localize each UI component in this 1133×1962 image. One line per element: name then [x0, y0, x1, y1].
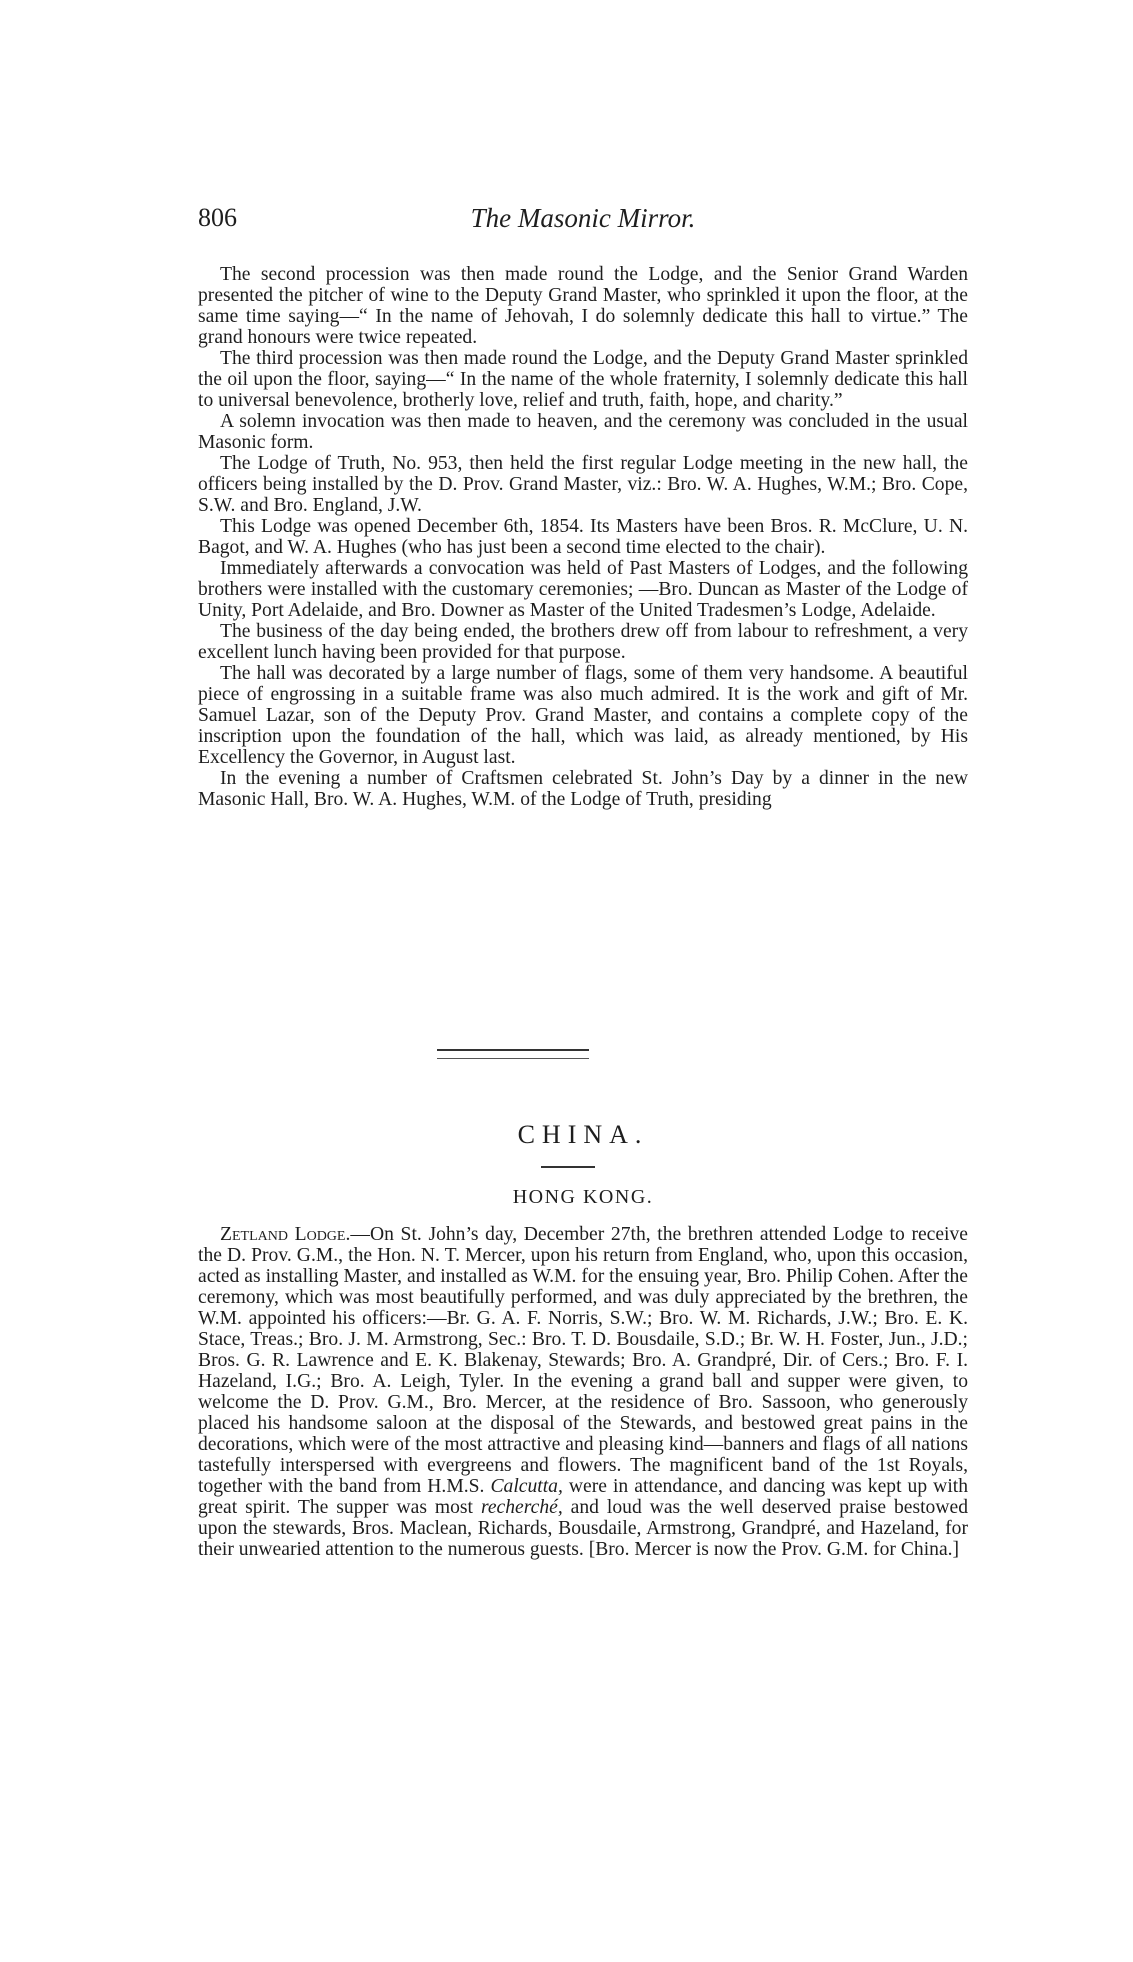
section-subtitle: HONG KONG.	[512, 1186, 654, 1208]
paragraph: The second procession was then made round the Lodge, and the Senior Grand Warden presented the pitcher of wine to the Deputy Grand Master, who sprinkled it upon the floor, at the same time saying—“ In the name of Jehovah, I do solemnly dedicate this hall to virtue.” The grand honours were twice repeated.	[198, 264, 968, 348]
text-segment: and loud was the well deserved praise bestowed upon the stewards, Bros. Maclean, Richards, Bousdaile, Armstrong, Grandpré, and Hazeland, for their unwearied attention to the numerous guests. [Bro. Mercer is now the Prov. G.M. for China.]	[198, 1497, 968, 1560]
lodge-name: Zetland Lodge.	[220, 1224, 351, 1245]
paragraph: The business of the day being ended, the brothers drew off from labour to refreshment, a very excellent lunch having been provided for that purpose.	[198, 621, 968, 663]
paragraph: Immediately afterwards a convocation was held of Past Masters of Lodges, and the following brothers were installed with the customary ceremonies; —Bro. Duncan as Master of the Lodge of Unity, Port Adelaide, and Bro. Downer as Master of the United Tradesmen’s Lodge, Adelaide.	[198, 558, 968, 621]
page-number: 806	[198, 203, 237, 232]
section-divider	[437, 1049, 589, 1059]
title-underline	[541, 1166, 595, 1168]
paragraph	[198, 1224, 968, 1560]
text-segment: —On St. John’s day, December 27th, the brethren attended Lodge to receive the D. Prov. G.M., the Hon. N. T. Mercer, upon his return from England, who, upon this occasion, acted as installing Master, and installed as W.M. for the ensuing year, Bro. Philip Cohen. After the ceremony, which was most beautifully performed, and was duly appreciated by the brethren, the W.M. appointed his officers:—Br. G. A. F. Norris, S.W.; Bro. W. M. Richards, J.W.; Bro. E. K. Stace, Treas.; Bro. J. M. Armstrong, Sec.: Bro. T. D. Bousdaile, S.D.; Br. W. H. Foster, Jun., J.D.; Bros. G. R. Lawrence and E. K. Blakenay, Stewards; Bro. A. Grandpré, Dir. of Cers.; Bro. F. I. Hazeland, I.G.; Bro. A. Leigh, Tyler. In the evening a grand ball and supper were given, to welcome the D. Prov. G.M., Bro. Mercer, at the residence of Bro. Sassoon, who generously placed his handsome saloon at the disposal of the Stewards, and bestowed great pains in the decorations, which were of the most attractive and pleasing kind—banners and flags of all nations tastefully interspersed with evergreens and flowers. The magnificent band of the 1st Royals, together with the band from H.M.S.	[198, 1224, 968, 1497]
paragraph: The third procession was then made round the Lodge, and the Deputy Grand Master sprinkled the oil upon the floor, saying—“ In the name of the whole fraternity, I solemnly dedicate this hall to universal benevolence, brotherly love, relief and truth, faith, hope, and charity.”	[198, 348, 968, 411]
section-title: CHINA.	[517, 1120, 649, 1149]
paragraph: In the evening a number of Craftsmen celebrated St. John’s Day by a dinner in the new Masonic Hall, Bro. W. A. Hughes, W.M. of the Lodge of Truth, presiding	[198, 768, 968, 810]
paragraph: The Lodge of Truth, No. 953, then held the first regular Lodge meeting in the new hall, the officers being installed by the D. Prov. Grand Master, viz.: Bro. W. A. Hughes, W.M.; Bro. Cope, S.W. and Bro. England, J.W.	[198, 453, 968, 516]
running-title: The Masonic Mirror.	[470, 203, 696, 233]
paragraph: This Lodge was opened December 6th, 1854. Its Masters have been Bros. R. McClure, U. N. Bagot, and W. A. Hughes (who has just been a second time elected to the chair).	[198, 516, 968, 558]
page-header	[198, 203, 968, 243]
ship-name: Calcutta,	[490, 1476, 563, 1497]
china-report	[198, 1224, 968, 1560]
text-segment: were in attendance, and dancing was kept up with great spirit. The supper was most	[198, 1476, 968, 1518]
article-continuation	[198, 264, 968, 810]
paragraph: A solemn invocation was then made to heaven, and the ceremony was concluded in the usual Masonic form.	[198, 411, 968, 453]
paragraph: The hall was decorated by a large number of flags, some of them very handsome. A beautiful piece of engrossing in a suitable frame was also much admired. It is the work and gift of Mr. Samuel Lazar, son of the Deputy Prov. Grand Master, and contains a complete copy of the inscription upon the foundation of the hall, which was laid, as already mentioned, by His Excellency the Governor, in August last.	[198, 663, 968, 768]
emphasis-word: recherché,	[480, 1497, 563, 1518]
